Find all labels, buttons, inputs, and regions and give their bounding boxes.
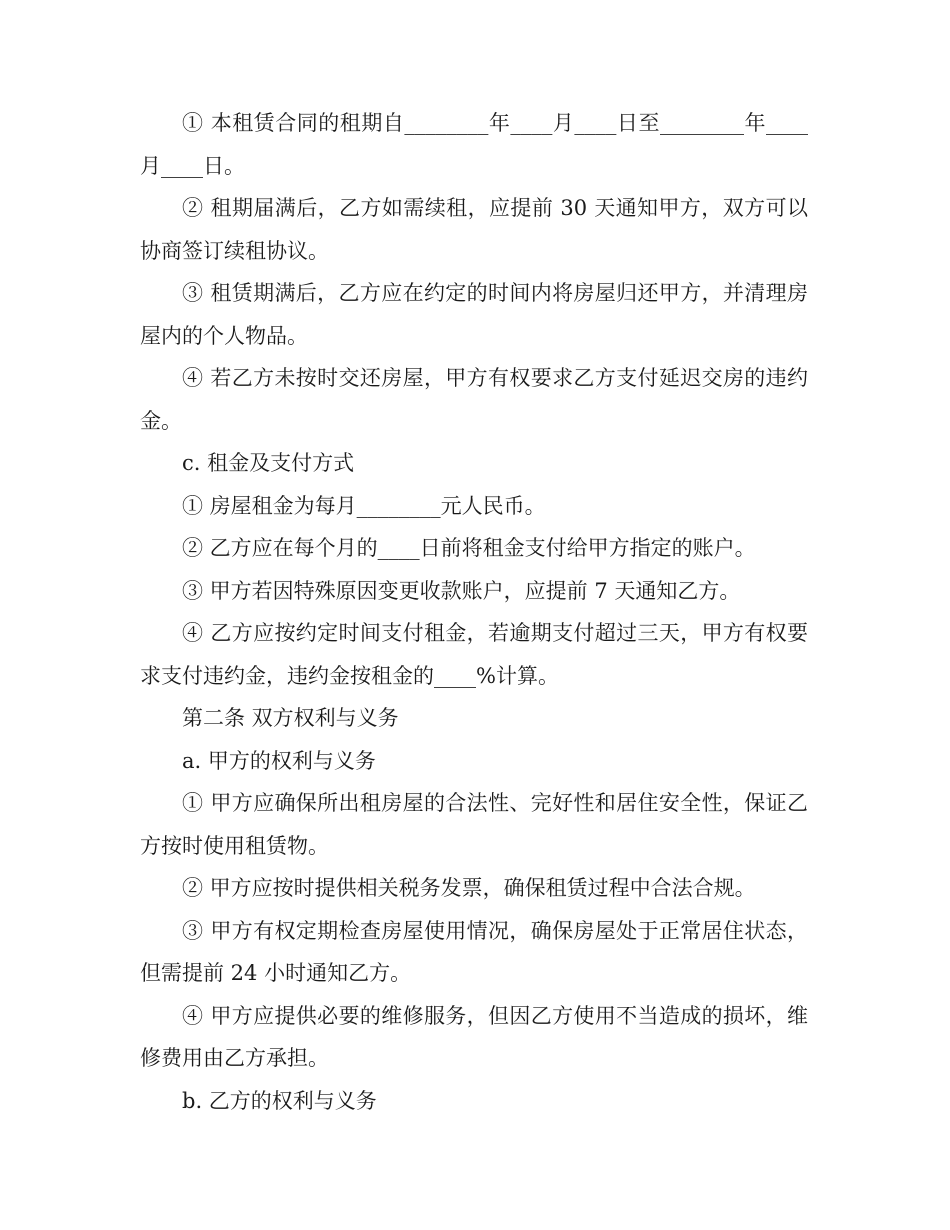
paragraph-return-house: ③ 租赁期满后，乙方应在约定的时间内将房屋归还甲方，并清理房屋内的个人物品。 <box>140 281 808 348</box>
paragraph-monthly-rent: ① 房屋租金为每月________元人民币。 <box>182 493 546 518</box>
paragraph-party-a-maintenance: ④ 甲方应提供必要的维修服务，但因乙方使用不当造成的损坏，维修费用由乙方承担。 <box>140 1003 808 1070</box>
paragraph-renewal: ② 租期届满后，乙方如需续租，应提前 30 天通知甲方，双方可以协商签订续租协议。 <box>140 196 808 263</box>
section-heading-party-a: a. 甲方的权利与义务 <box>182 748 376 773</box>
paragraph-account-change: ③ 甲方若因特殊原因变更收款账户，应提前 7 天通知乙方。 <box>182 578 741 603</box>
paragraph-late-return-penalty: ④ 若乙方未按时交还房屋，甲方有权要求乙方支付延迟交房的违约金。 <box>140 366 808 433</box>
paragraph-lease-term: ① 本租赁合同的租期自________年____月____日至________年____月____日。 <box>140 111 808 178</box>
paragraph-late-payment: ④ 乙方应按约定时间支付租金，若逾期支付超过三天，甲方有权要求支付违约金，违约金按租金的____%计算。 <box>140 621 808 688</box>
paragraph-party-a-invoice: ② 甲方应按时提供相关税务发票，确保租赁过程中合法合规。 <box>182 876 756 900</box>
article-heading-rights-obligations: 第二条 双方权利与义务 <box>182 706 399 730</box>
section-heading-party-b: b. 乙方的权利与义务 <box>182 1088 377 1113</box>
paragraph-party-a-legality: ① 甲方应确保所出租房屋的合法性、完好性和居住安全性，保证乙方按时使用租赁物。 <box>140 791 808 858</box>
section-heading-rent-payment: c. 租金及支付方式 <box>182 451 355 475</box>
paragraph-payment-date: ② 乙方应在每个月的____日前将租金支付给甲方指定的账户。 <box>182 536 756 560</box>
document-body <box>140 102 808 1122</box>
paragraph-party-a-inspection: ③ 甲方有权定期检查房屋使用情况，确保房屋处于正常居住状态，但需提前 24 小时通知乙方。 <box>140 918 808 985</box>
